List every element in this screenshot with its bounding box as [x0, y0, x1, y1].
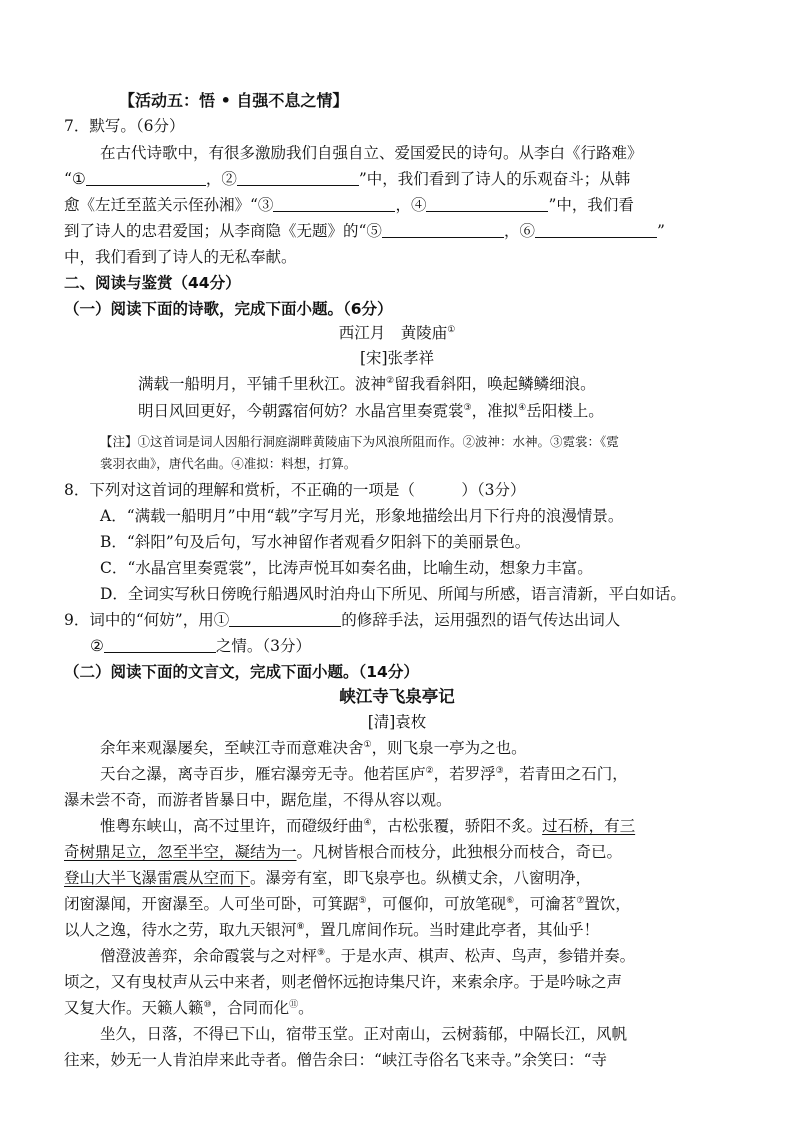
question-9-text: 之情。（3分） [215, 637, 312, 655]
essay-line: 往来，妙无一人肯泊岸来此寺者。僧告余曰：“峡江寺俗名飞来寺。”余笑曰：“寺 [64, 1051, 608, 1069]
essay-text: 惟粤东峡山，高不过里许，而磴级纡曲 [100, 817, 364, 835]
essay-title: 峡江寺飞泉亭记 [339, 687, 455, 706]
essay-line [64, 840, 622, 864]
question-7-text: 到了诗人的忠君爱国；从李商隐《无题》的“⑤ [64, 222, 382, 240]
essay-line: 顷之，又有曳杖声从云中来者，则老僧怀远抱诗集尺许，来索余序。于是吟咏之声 [64, 973, 623, 991]
essay-text: 闭窗瀑闻，开窗瀑至。人可坐可卧，可箕踞 [64, 895, 359, 913]
essay-text: ，古松张覆，骄阳不炙。 [371, 817, 543, 835]
poem-text: ，准拟 [471, 402, 519, 420]
section-heading: 二、阅读与鉴赏（44分） [64, 274, 241, 292]
question-9-line [64, 608, 620, 632]
question-7-text: ”中，我们看到了诗人的乐观奋斗；从韩 [358, 170, 631, 188]
essay-line [64, 918, 599, 942]
question-7-text: 愈《左迁至蓝关示侄孙湘》“③ [64, 196, 274, 214]
essay-text: 。瀑旁有室，即飞泉亭也。纵横丈余，八窗明净， [250, 869, 592, 887]
part-heading: （一）阅读下面的诗歌，完成下面小题。（6分） [64, 300, 393, 318]
question-7-text: ”中，我们看 [548, 196, 634, 214]
essay-text: 僧澄波善弈，余命霞裳与之对枰 [100, 947, 318, 965]
note-marker: ⑩ [203, 1000, 212, 1010]
blank-prefix: ，⑥ [503, 222, 535, 240]
answer-blank[interactable] [535, 222, 657, 238]
note-marker: ④ [363, 818, 372, 828]
question-9-text: 的修辞手法，运用强烈的语气传达出词人 [341, 611, 621, 629]
question-7-text: ” [656, 222, 665, 240]
blank-prefix: ② [90, 637, 104, 655]
question-7-line [64, 219, 665, 243]
question-9-text: 9．词中的“何妨”，用① [64, 611, 230, 629]
essay-text: 又复大作。天籁人籁 [64, 999, 204, 1017]
answer-blank[interactable] [86, 170, 206, 186]
answer-blank[interactable] [273, 196, 395, 212]
essay-line [64, 892, 631, 916]
essay-line [64, 866, 591, 890]
note-marker: ⑦ [576, 896, 585, 906]
answer-blank[interactable] [104, 637, 216, 653]
poem-text: 明日风回更好，今朝露宿何妨？水晶宫里奏霓裳 [138, 402, 464, 420]
note-marker: ③ [463, 403, 472, 413]
essay-text: 以人之逸，待水之劳，取九天银河 [64, 921, 297, 939]
essay-text: 。凡树皆根合而枝分，此独根分而枝合，奇已。 [296, 843, 623, 861]
essay-text: ，可偃仰，可放笔砚 [366, 895, 507, 913]
annotation-line: 【注】①这首词是词人因船行洞庭湖畔黄陵庙下为风浪所阻而作。②波神：水神。③霓裳：《霓 [100, 434, 619, 449]
note-marker: ⑥ [506, 896, 515, 906]
essay-text: ，若罗浮 [433, 765, 496, 783]
essay-text: ，置几席间作玩。当时建此亭者，其仙乎！ [304, 921, 600, 939]
note-marker: ② [386, 376, 395, 386]
essay-line [64, 996, 314, 1020]
poem-line [138, 399, 604, 423]
essay-text: 天台之瀑，离寺百步，雁宕瀑旁无寺。他若匡庐 [100, 765, 426, 783]
poem-text: 满载一船明月，平铺千里秋江。波神 [138, 375, 387, 393]
essay-text: ，则飞泉一亭为之也。 [371, 739, 527, 757]
question-7-line: 中，我们看到了诗人的无私奉献。 [64, 248, 297, 266]
answer-blank[interactable] [382, 222, 504, 238]
note-marker: ⑧ [296, 922, 305, 932]
option-c[interactable]: C．“水晶宫里奏霓裳”，比涛声悦耳如奏名曲，比喻生动，想象力丰富。 [100, 559, 593, 577]
part-heading: （二）阅读下面的文言文，完成下面小题。（14分） [64, 663, 419, 681]
note-marker: ⑪ [289, 1000, 299, 1010]
note-marker: ③ [495, 766, 504, 776]
question-7-line [64, 193, 634, 217]
answer-blank[interactable] [237, 170, 359, 186]
poem-text: 岳阳楼上。 [526, 402, 604, 420]
essay-line: 坐久，日落，不得已下山，宿带玉堂。正对南山，云树蓊郁，中隔长江，风帆 [100, 1025, 628, 1043]
question-8-stem: 8．下列对这首词的理解和赏析，不正确的一项是（ ）（3分） [64, 481, 526, 499]
question-7-line: 在古代诗歌中，有很多激励我们自强自立、爱国爱民的诗句。从李白《行路难》 [100, 144, 643, 162]
underlined-sentence: 奇树鼎足立，忽至半空，凝结为一 [64, 843, 297, 861]
option-b[interactable]: B．“斜阳”句及后句，写水神留作者观看夕阳斜下的美丽景色。 [100, 533, 531, 551]
note-marker: ① [363, 740, 372, 750]
annotation-line: 裳羽衣曲》，唐代名曲。④准拟：料想，打算。 [100, 456, 357, 471]
question-9-line [90, 634, 311, 658]
note-marker: ⑨ [317, 948, 326, 958]
essay-text: 余年来观瀑屡矣，至峡江寺而意难决舍 [100, 739, 364, 757]
blank-prefix: “① [64, 170, 86, 188]
essay-line: 瀑未尝不奇，而游者皆暴日中，踞危崖，不得从容以观。 [64, 791, 452, 809]
answer-blank[interactable] [426, 196, 548, 212]
option-a[interactable]: A．“满载一船明月”中用“载”字写月光，形象地描绘出月下行舟的浪漫情景。 [100, 507, 624, 525]
blank-prefix: ，④ [395, 196, 427, 214]
blank-prefix: ，② [205, 170, 237, 188]
essay-line [100, 814, 635, 838]
essay-text: 。于是水声、棋声、松声、鸟声，参错并奏。 [325, 947, 636, 965]
underlined-sentence: 登山大半飞瀑雷震从空而下 [64, 869, 251, 887]
underlined-sentence: 过石桥，有三 [542, 817, 636, 835]
essay-text: ，可瀹茗 [514, 895, 577, 913]
essay-author: [清]袁枚 [367, 713, 427, 731]
note-marker: ⑤ [358, 896, 367, 906]
essay-text: ，合同而化 [211, 999, 290, 1017]
essay-line [100, 944, 635, 968]
activity-header: 【活动五：悟 • 自强不息之情】 [119, 91, 349, 110]
question-7-line [64, 167, 630, 191]
note-marker: ② [425, 766, 434, 776]
poem-author: [宋]张孝祥 [359, 349, 435, 367]
essay-line [100, 762, 628, 786]
option-d[interactable]: D．全词实写秋日傍晚行船遇风时泊舟山下所见、所闻与所感，语言清新，平白如话。 [100, 585, 686, 603]
poem-text: 留我看斜阳，唤起鳞鳞细浪。 [394, 375, 596, 393]
poem-title-text: 西江月 黄陵庙 [338, 324, 448, 342]
poem-line [138, 372, 596, 396]
essay-text: 。 [298, 999, 314, 1017]
essay-text: 置饮， [584, 895, 631, 913]
essay-line [100, 736, 527, 760]
note-marker: ① [447, 325, 456, 335]
essay-text: ，若青田之石门， [503, 765, 628, 783]
note-marker: ④ [518, 403, 527, 413]
question-7-heading: 7．默写。（6分） [64, 117, 185, 135]
answer-blank[interactable] [229, 611, 341, 627]
poem-title [0, 321, 794, 345]
